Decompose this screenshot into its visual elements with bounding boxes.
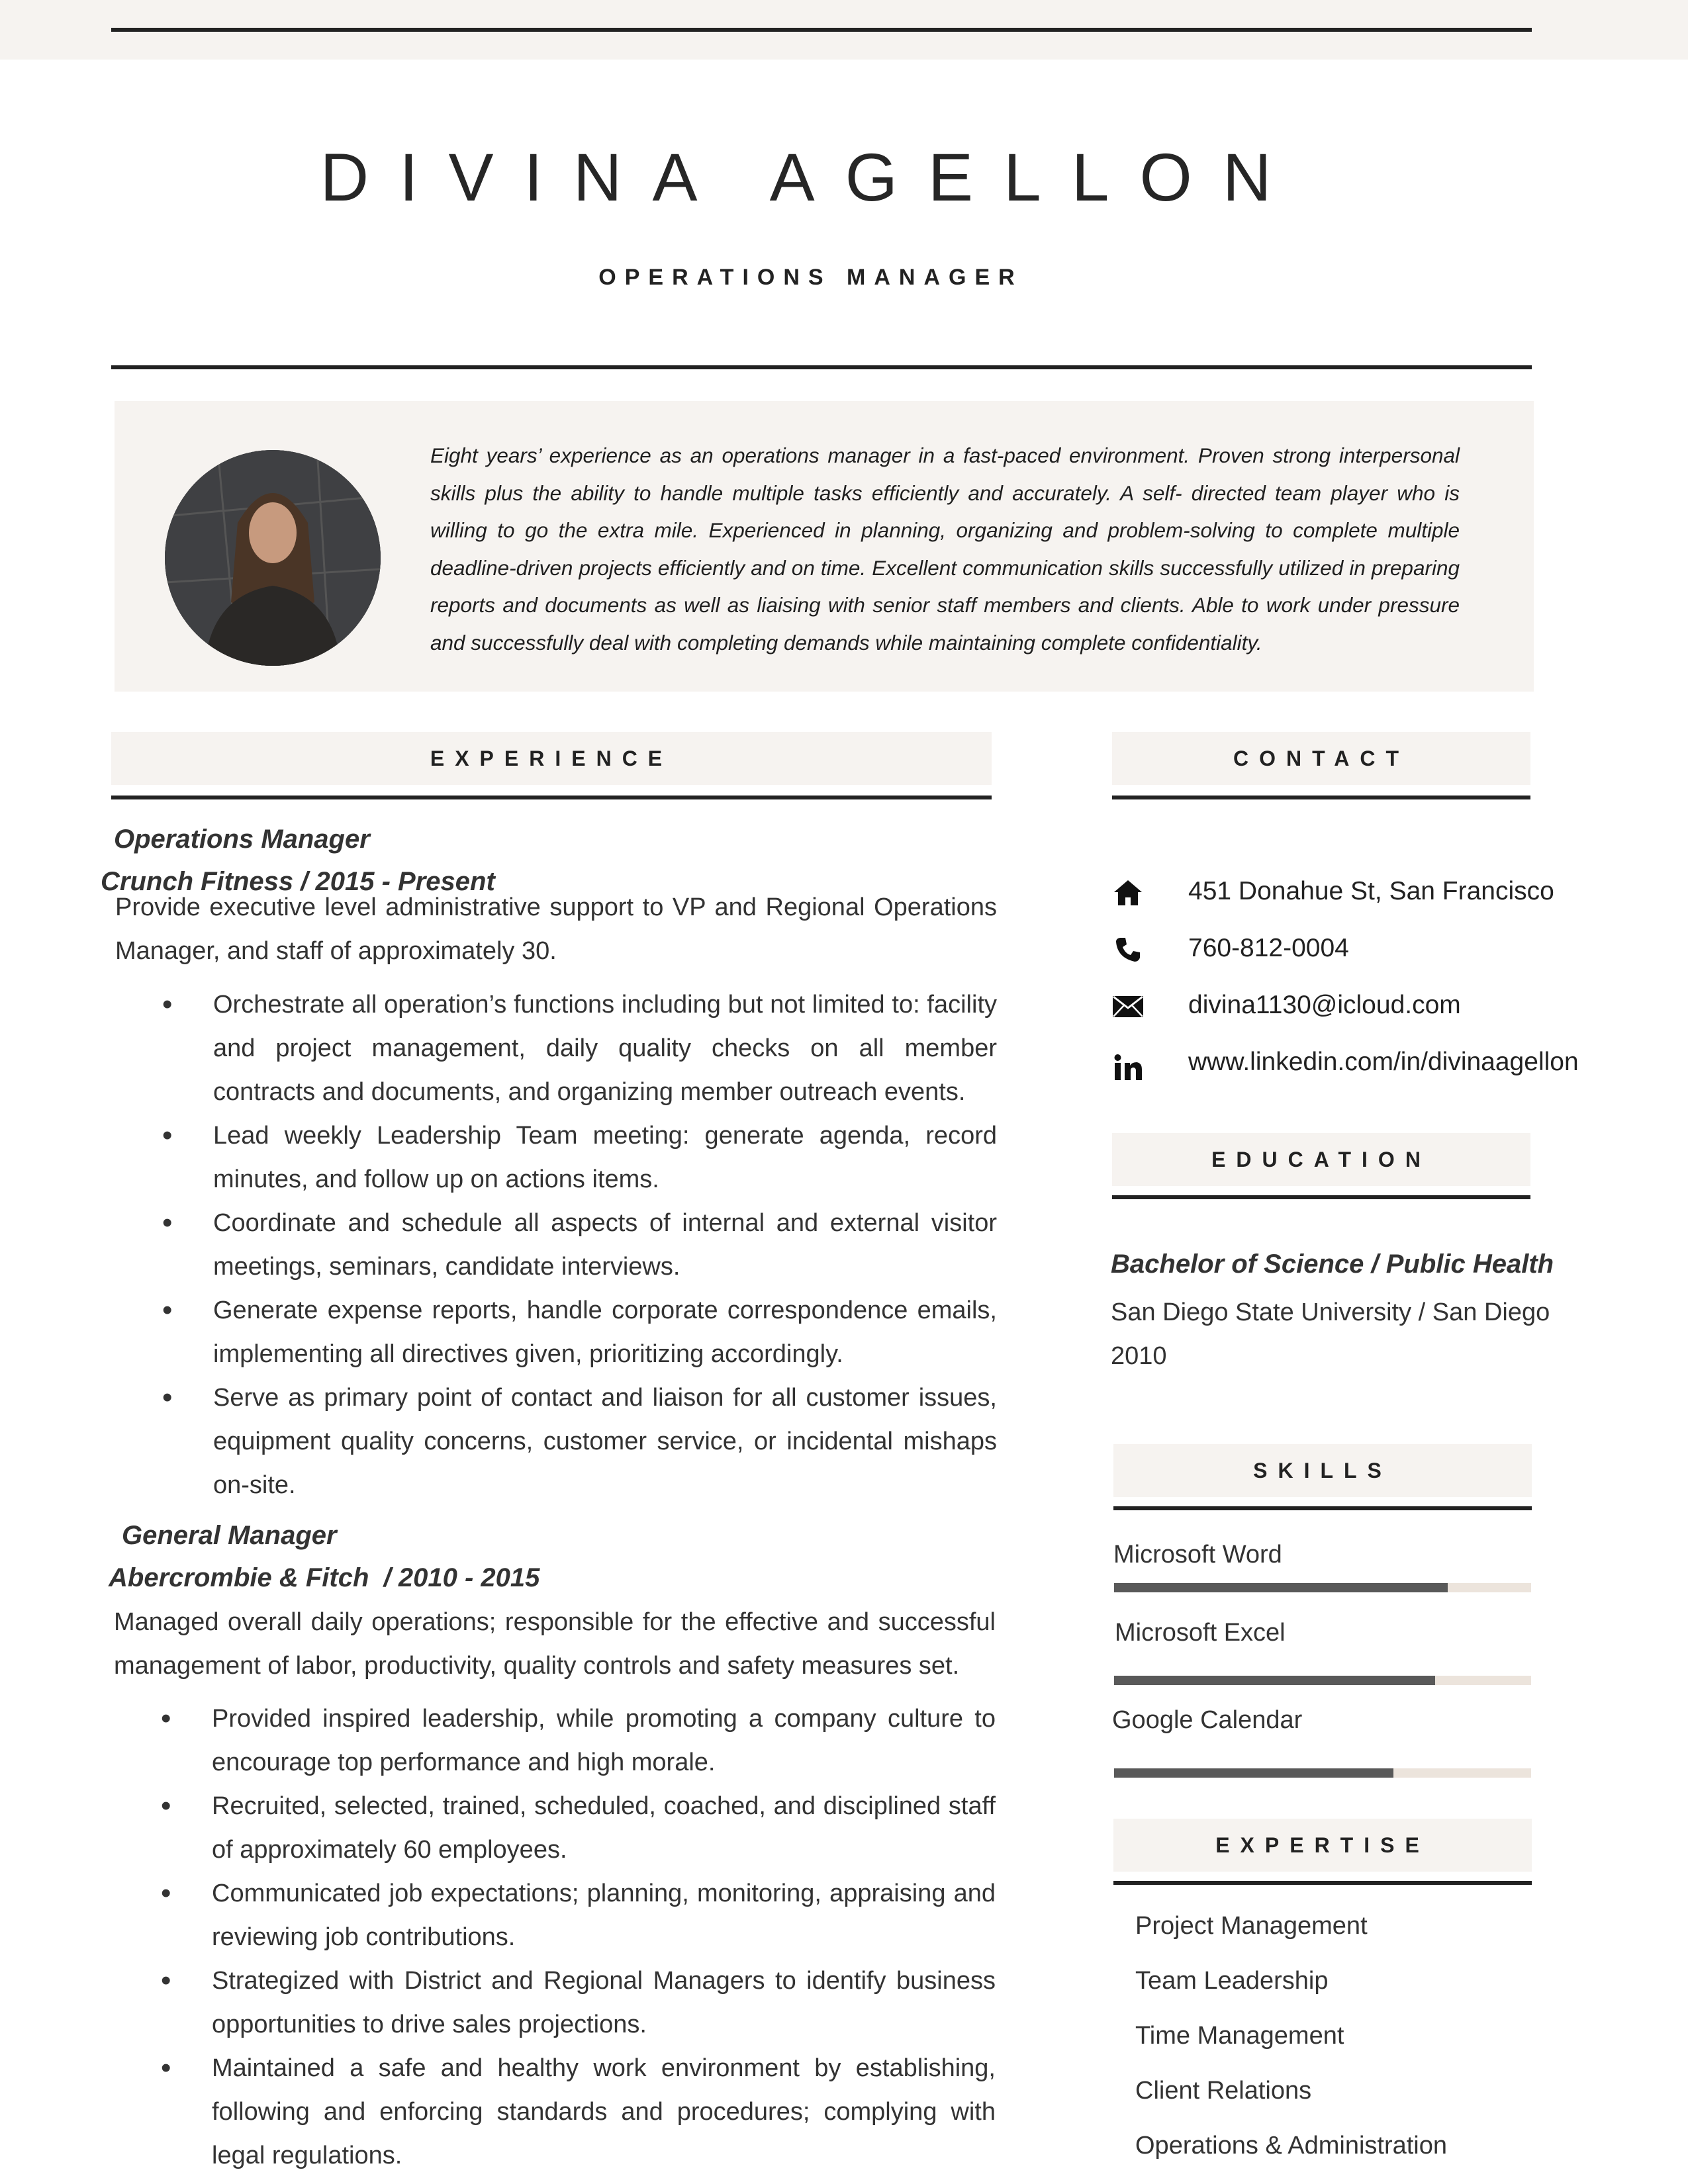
- job-title: General Manager: [122, 1521, 337, 1550]
- education-rule: [1112, 1195, 1530, 1199]
- list-item: • Recruited, selected, trained, scheduled, coached, and disciplined staff of approximately 60 employees.: [113, 1784, 996, 1872]
- expertise-item: Project Management: [1135, 1912, 1368, 1940]
- contact-phone: 760-812-0004: [1188, 934, 1349, 962]
- linkedin-icon: [1112, 1052, 1144, 1083]
- expertise-item: Team Leadership: [1135, 1967, 1329, 1995]
- job-bullets: [114, 983, 997, 1507]
- education-school: San Diego State University / San Diego: [1111, 1298, 1550, 1326]
- job-title: Operations Manager: [114, 825, 370, 854]
- job-description: Managed overall daily operations; responsible for the effective and successful management of labor, productivity, quality controls and safety measures set.: [114, 1608, 996, 1680]
- experience-heading: EXPERIENCE: [111, 732, 992, 785]
- list-item: • Orchestrate all operation’s functions including but not limited to: facility and project management, daily quality checks on all member contracts and documents, and organizing member outreach events.: [114, 983, 997, 1114]
- list-item: • Coordinate and schedule all aspects of internal and external visitor meetings, seminars, candidate interviews.: [114, 1201, 997, 1289]
- candidate-role: OPERATIONS MANAGER: [598, 265, 1023, 290]
- skill-bar-fill: [1114, 1583, 1448, 1592]
- contact-address-row: [1112, 872, 1642, 911]
- skill-bar-fill: [1114, 1768, 1393, 1778]
- contact-rule: [1112, 796, 1530, 799]
- expertise-heading: EXPERTISE: [1113, 1819, 1532, 1872]
- contact-address: 451 Donahue St, San Francisco: [1188, 877, 1554, 905]
- skill-label: Microsoft Excel: [1115, 1619, 1286, 1647]
- skill-bar-fill: [1114, 1676, 1435, 1685]
- education-heading: EDUCATION: [1112, 1133, 1530, 1186]
- expertise-item: Time Management: [1135, 2022, 1344, 2050]
- contact-heading: CONTACT: [1112, 732, 1530, 785]
- contact-phone-row: [1112, 929, 1642, 968]
- contact-linkedin[interactable]: www.linkedin.com/in/divinaagellon: [1188, 1048, 1579, 1076]
- contact-email[interactable]: divina1130@icloud.com: [1188, 991, 1461, 1019]
- skill-label: Microsoft Word: [1113, 1541, 1282, 1569]
- list-item: • Provided inspired leadership, while promoting a company culture to encourage top performance and high morale.: [113, 1697, 996, 1784]
- education-degree: Bachelor of Science / Public Health: [1111, 1250, 1554, 1279]
- contact-linkedin-row: [1112, 1042, 1642, 1082]
- header-rule: [111, 365, 1532, 369]
- skill-bar-track: [1114, 1583, 1531, 1592]
- experience-rule: [111, 796, 992, 799]
- job-company: Crunch Fitness / 2015 - Present: [101, 867, 495, 896]
- skills-heading: SKILLS: [1113, 1444, 1532, 1497]
- list-item: • Serve as primary point of contact and liaison for all customer issues, equipment quality concerns, customer service, or incidental mishaps on-site.: [114, 1376, 997, 1507]
- profile-photo: [165, 450, 381, 666]
- expertise-rule: [1113, 1881, 1532, 1885]
- education-year: 2010: [1111, 1342, 1167, 1370]
- contact-email-row: [1112, 985, 1642, 1025]
- skills-rule: [1113, 1506, 1532, 1510]
- expertise-item: Operations & Administration: [1135, 2132, 1448, 2160]
- expertise-item: Client Relations: [1135, 2077, 1312, 2105]
- list-item: • Lead weekly Leadership Team meeting: generate agenda, record minutes, and follow up on actions items.: [114, 1114, 997, 1201]
- job-bullets: [113, 1697, 996, 2177]
- skill-label: Google Calendar: [1112, 1706, 1303, 1734]
- skill-bar-track: [1114, 1768, 1531, 1778]
- list-item: • Strategized with District and Regional Managers to identify business opportunities to drive sales projections.: [113, 1959, 996, 2046]
- summary-text: Eight years’ experience as an operations manager in a fast-paced environment. Proven strong interpersonal skills plus the ability to handle multiple tasks efficiently and accurately. A self- directed team player who is willing to go the extra mile. Experienced in planning, organizing and problem-solving to complete multiple deadline-driven projects efficiently and on time. Excellent communication skills successfully utilized in preparing reports and documents as well as liaising with senior staff members and clients. Able to work under pressure and successfully deal with completing demands while maintaining complete confidentiality.: [430, 443, 1460, 655]
- top-rule: [111, 28, 1532, 32]
- list-item: • Communicated job expectations; planning, monitoring, appraising and reviewing job contributions.: [113, 1872, 996, 1959]
- phone-icon: [1112, 934, 1144, 966]
- list-item: • Maintained a safe and healthy work environment by establishing, following and enforcing standards and procedures; complying with legal regulations.: [113, 2046, 996, 2177]
- envelope-icon: [1112, 991, 1144, 1023]
- job-company: Abercrombie & Fitch / 2010 - 2015: [109, 1563, 540, 1592]
- candidate-name: DIVINA AGELLON: [320, 140, 1302, 215]
- skill-bar-track: [1114, 1676, 1531, 1685]
- list-item: • Generate expense reports, handle corporate correspondence emails, implementing all directives given, prioritizing accordingly.: [114, 1289, 997, 1376]
- expertise-list: [1135, 1899, 1532, 2173]
- job-description: Provide executive level administrative support to VP and Regional Operations Manager, and staff of approximately 30.: [115, 893, 997, 965]
- home-icon: [1112, 877, 1144, 909]
